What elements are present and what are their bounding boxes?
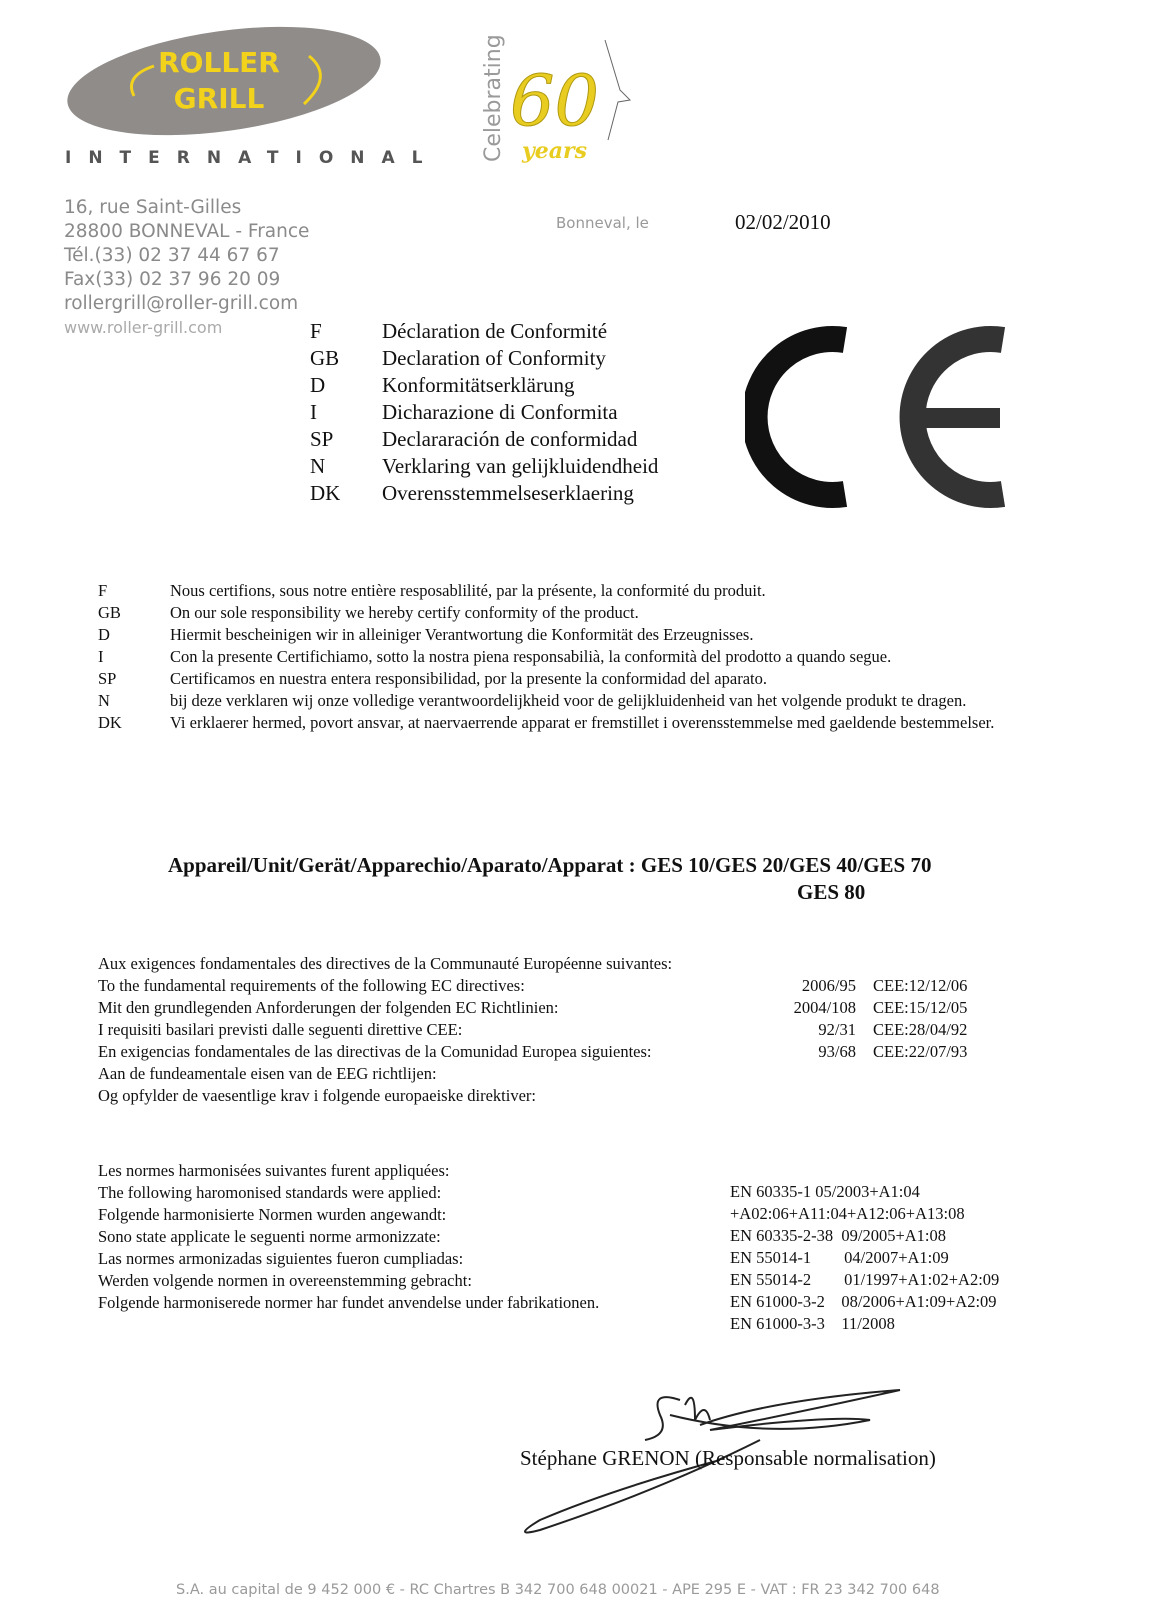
directive-text: To the fundamental requirements of the following EC directives: — [98, 976, 525, 995]
certification-row — [98, 712, 1058, 734]
certification-row — [98, 602, 1058, 624]
address-website[interactable]: www.roller-grill.com — [64, 318, 223, 337]
declaration-row — [310, 453, 658, 480]
declaration-row — [310, 426, 658, 453]
norms-list — [98, 1160, 599, 1314]
language-code: SP — [310, 427, 334, 451]
directive-text: Aux exigences fondamentales des directives de la Communauté Européenne suivantes: — [98, 954, 673, 973]
norm-line: Folgende harmoniserede normer har fundet anvendelse under fabrikationen. — [98, 1293, 600, 1312]
directive-row — [98, 975, 998, 997]
standard-line: +A02:06+A11:04+A12:06+A13:08 — [730, 1204, 965, 1223]
statement-text: Declararación de conformidad — [382, 427, 638, 451]
address-street: 16, rue Saint-Gilles — [64, 197, 242, 218]
statement-text: On our sole responsibility we hereby certify conformity of the product. — [170, 603, 639, 622]
directive-row — [98, 1063, 998, 1085]
statement-text: Declaration of Conformity — [382, 346, 606, 370]
directive-number: 93/68 — [818, 1042, 856, 1061]
norm-line: The following haromonised standards were applied: — [98, 1183, 442, 1202]
declaration-row — [310, 318, 658, 345]
unit-models: Appareil/Unit/Gerät/Apparechio/Aparato/Apparat : GES 10/GES 20/GES 40/GES 70 — [168, 853, 932, 877]
address-phone: Tél.(33) 02 37 44 67 67 — [64, 245, 280, 266]
directive-row — [98, 1019, 998, 1041]
svg-text:years: years — [522, 138, 588, 164]
language-code: DK — [310, 481, 341, 505]
statement-text: Overensstemmelseserklaering — [382, 481, 634, 505]
directive-number: 2004/108 — [793, 998, 856, 1017]
standards-list — [730, 1181, 999, 1335]
language-code: I — [98, 647, 104, 666]
company-legal-footer: S.A. au capital de 9 452 000 € - RC Chartres B 342 700 648 00021 - APE 295 E - VAT : FR 23 342 700 648 — [176, 1582, 940, 1598]
norm-line: Les normes harmonisées suivantes furent appliquées: — [98, 1161, 450, 1180]
roller-grill-logo — [64, 26, 384, 136]
language-code: DK — [98, 713, 122, 732]
language-code: GB — [98, 603, 121, 622]
statement-text: Hiermit bescheinigen wir in alleiniger Verantwortung die Konformität des Erzeugnisses. — [170, 625, 754, 644]
directive-number: 2006/95 — [801, 976, 856, 995]
logo-text-roller: ROLLER — [158, 46, 280, 79]
declaration-row — [310, 399, 658, 426]
signatory-name: Stéphane GRENON (Responsable normalisation) — [520, 1446, 936, 1470]
directive-text: En exigencias fondamentales de las directivas de la Comunidad Europea siguientes: — [98, 1042, 652, 1061]
language-code: N — [310, 454, 326, 478]
statement-text: Con la presente Certifichiamo, sotto la nostra piena responsabilià, la conformità del prodotto a quando segue. — [170, 647, 892, 666]
logo-subtitle: INTERNATIONAL — [65, 148, 440, 168]
standard-line: EN 55014-2 01/1997+A1:02+A2:09 — [730, 1270, 1000, 1289]
directive-date: CEE:15/12/05 — [873, 998, 968, 1017]
certification-row — [98, 646, 1058, 668]
norm-line: Folgende harmonisierte Normen wurden angewandt: — [98, 1205, 447, 1224]
celebrating-label — [470, 24, 510, 164]
company-address — [64, 196, 309, 340]
language-code: F — [310, 319, 322, 343]
directive-number: 92/31 — [818, 1020, 856, 1039]
unit-models-line2: GES 80 — [797, 880, 866, 904]
directive-text: Og opfylder de vaesentlige krav i folgende europaeiske direktiver: — [98, 1086, 536, 1105]
declaration-row — [310, 345, 658, 372]
address-fax: Fax(33) 02 37 96 20 09 — [64, 269, 281, 290]
language-code: D — [98, 625, 110, 644]
standard-line: EN 61000-3-2 08/2006+A1:09+A2:09 — [730, 1292, 997, 1311]
directive-row — [98, 1085, 998, 1107]
sixty-years-emblem — [510, 30, 640, 170]
address-city: 28800 BONNEVAL - France — [64, 221, 310, 242]
language-code: SP — [98, 669, 117, 688]
language-code: D — [310, 373, 326, 397]
language-code: GB — [310, 346, 340, 370]
standard-line: EN 61000-3-3 11/2008 — [730, 1314, 895, 1333]
statement-text: Dicharazione di Conformita — [382, 400, 618, 424]
statement-text: Nous certifions, sous notre entière resposablilité, par la présente, la conformité du produit. — [170, 581, 766, 600]
statement-text: bij deze verklaren wij onze volledige verantwoordelijkheid voor de gelijkluidenheid van het volgende produkt te dragen. — [170, 691, 967, 710]
ce-mark-logo — [745, 322, 1015, 512]
svg-text:60: 60 — [510, 60, 600, 142]
language-code: I — [310, 400, 317, 424]
directive-date: CEE:22/07/93 — [873, 1042, 968, 1061]
directives-list — [98, 953, 998, 1107]
place-label: Bonneval, le — [556, 214, 649, 232]
directive-text: Aan de fundeamentale eisen van de EEG richtlijen: — [98, 1064, 437, 1083]
statement-text: Déclaration de Conformité — [382, 319, 608, 343]
directive-date: CEE:28/04/92 — [873, 1020, 968, 1039]
norm-line: Sono state applicate le seguenti norme armonizzate: — [98, 1227, 441, 1246]
norm-line: Werden volgende normen in overeenstemming gebracht: — [98, 1271, 472, 1290]
directive-row — [98, 1041, 998, 1063]
svg-text:Celebrating: Celebrating — [481, 34, 506, 162]
language-code: N — [98, 691, 110, 710]
certification-row — [98, 668, 1058, 690]
directive-text: I requisiti basilari previsti dalle seguenti direttive CEE: — [98, 1020, 463, 1039]
logo-text-grill: GRILL — [173, 82, 265, 115]
directive-date: CEE:12/12/06 — [873, 976, 968, 995]
declaration-row — [310, 480, 658, 507]
statement-text: Konformitätserklärung — [382, 373, 575, 397]
address-email[interactable]: rollergrill@roller-grill.com — [64, 293, 299, 314]
declaration-row — [310, 372, 658, 399]
certification-row — [98, 580, 1058, 602]
certification-row — [98, 624, 1058, 646]
standard-line: EN 60335-2-38 09/2005+A1:08 — [730, 1226, 946, 1245]
certification-row — [98, 690, 1058, 712]
certification-statements — [98, 580, 1058, 734]
statement-text: Certificamos en nuestra entera responsibilidad, por la presente la conformidad del aparato. — [170, 669, 767, 688]
language-code: F — [98, 581, 108, 600]
directive-row — [98, 997, 998, 1019]
document-date: 02/02/2010 — [735, 210, 831, 234]
standard-line: EN 60335-1 05/2003+A1:04 — [730, 1182, 920, 1201]
declaration-titles — [310, 318, 658, 507]
statement-text: Vi erklaerer hermed, povort ansvar, at naervaerrende apparat er fremstillet i overensstemmelse med gaeldende bestemmelser. — [170, 713, 995, 732]
directive-text: Mit den grundlegenden Anforderungen der folgenden EC Richtlinien: — [98, 998, 559, 1017]
statement-text: Verklaring van gelijkluidendheid — [382, 454, 659, 478]
directive-row — [98, 953, 998, 975]
norm-line: Las normes armonizadas siguientes fueron cumpliadas: — [98, 1249, 464, 1268]
standard-line: EN 55014-1 04/2007+A1:09 — [730, 1248, 949, 1267]
